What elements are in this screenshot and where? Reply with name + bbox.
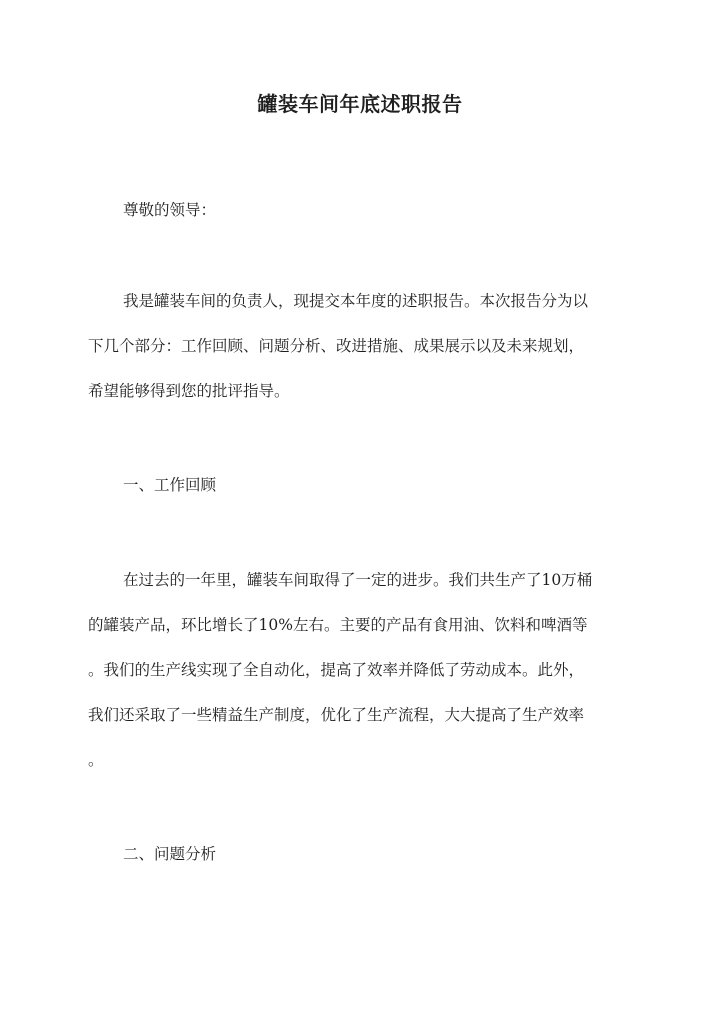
intro-line-2: 下几个部分：工作回顾、问题分析、改进措施、成果展示以及未来规划，: [88, 337, 585, 355]
document-title: 罐装车间年底述职报告: [257, 92, 463, 116]
section1-line-1: 在过去的一年里，罐装车间取得了一定的进步。我们共生产了10万桶: [123, 571, 593, 589]
section1-line-4: 我们还采取了一些精益生产制度，优化了生产流程，大大提高了生产效率: [88, 706, 585, 724]
section1-line-3: 。我们的生产线实现了全自动化，提高了效率并降低了劳动成本。此外，: [88, 661, 585, 679]
intro-line-1: 我是罐装车间的负责人，现提交本年度的述职报告。本次报告分为以: [123, 292, 589, 310]
intro-line-3: 希望能够得到您的批评指导。: [88, 382, 290, 400]
section2-heading: 二、问题分析: [123, 845, 217, 863]
section1-line-5: 。: [88, 751, 104, 769]
section1-line-2: 的罐装产品，环比增长了10%左右。主要的产品有食用油、饮料和啤酒等: [88, 616, 588, 634]
section1-heading: 一、工作回顾: [123, 476, 217, 494]
salutation: 尊敬的领导：: [123, 201, 217, 219]
